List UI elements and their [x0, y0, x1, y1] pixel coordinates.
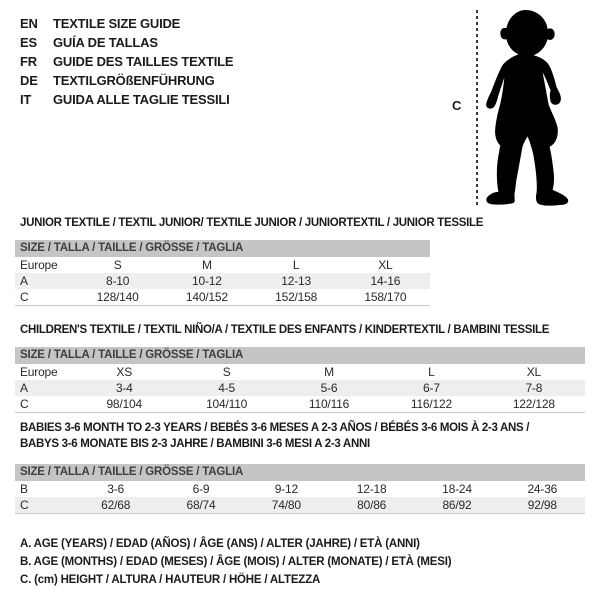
language-code: IT	[20, 92, 32, 107]
height-cell: 86/92	[442, 498, 472, 512]
age-cell: 14-16	[370, 274, 401, 288]
row-label: A	[20, 274, 28, 288]
size-cell: L	[428, 365, 435, 379]
row-label: A	[20, 381, 28, 395]
height-cell: 158/170	[364, 290, 407, 304]
language-row	[20, 52, 233, 71]
height-cell: 110/116	[308, 397, 350, 411]
table-row	[15, 289, 430, 306]
height-dashed-line	[476, 10, 478, 206]
language-title-list	[20, 14, 233, 109]
height-cell: 74/80	[271, 498, 301, 512]
age-cell: 12-18	[356, 482, 387, 496]
language-code: EN	[20, 16, 38, 31]
language-label: GUÍA DE TALLAS	[53, 35, 158, 50]
age-cell: 24-36	[527, 482, 558, 496]
language-label: TEXTILE SIZE GUIDE	[53, 16, 181, 31]
language-code: ES	[20, 35, 37, 50]
age-cell: 6-7	[423, 381, 440, 395]
footnote-height-cm: C. (cm) HEIGHT / ALTURA / HAUTEUR / HÖHE / ALTEZZA	[20, 574, 321, 586]
size-cell: S	[222, 365, 231, 379]
language-code: DE	[20, 73, 38, 88]
row-label: C	[20, 290, 29, 304]
junior-size-table	[15, 240, 430, 306]
height-cell: 140/152	[185, 290, 228, 304]
babies-size-table	[15, 464, 585, 514]
table-row	[15, 497, 585, 514]
height-cell: 92/98	[527, 498, 557, 512]
age-cell: 5-6	[320, 381, 338, 395]
height-cell: 152/158	[275, 290, 318, 304]
babies-title-line1: BABIES 3-6 MONTH TO 2-3 YEARS / BEBÉS 3-6 MESES A 2-3 AÑOS / BÉBÉS 3-6 MOIS À 2-3 ANS /	[20, 422, 530, 434]
age-cell: 4-5	[218, 381, 235, 395]
table-row	[15, 380, 585, 396]
size-cell: M	[324, 365, 334, 379]
size-cell: M	[201, 258, 212, 272]
language-label: GUIDE DES TAILLES TEXTILE	[53, 54, 234, 69]
junior-table-title: JUNIOR TEXTILE / TEXTIL JUNIOR/ TEXTILE JUNIOR / JUNIORTEXTIL / JUNIOR TESSILE	[20, 217, 484, 229]
children-table-title: CHILDREN'S TEXTILE / TEXTIL NIÑO/A / TEXTILE DES ENFANTS / KINDERTEXTIL / BAMBINI TESSILE	[20, 324, 550, 336]
legend-footnotes	[20, 535, 451, 589]
table-row	[15, 273, 430, 289]
age-cell: 6-9	[192, 482, 210, 496]
age-cell: 10-12	[192, 274, 222, 288]
row-label: Europe	[20, 365, 58, 379]
age-cell: 8-10	[106, 274, 130, 288]
size-header-bar: SIZE / TALLA / TAILLE / GRÖSSE / TAGLIA	[15, 240, 430, 257]
age-cell: 7-8	[525, 381, 543, 395]
age-cell: 9-12	[274, 482, 298, 496]
size-header-bar: SIZE / TALLA / TAILLE / GRÖSSE / TAGLIA	[15, 464, 585, 481]
children-size-table	[15, 347, 585, 413]
size-cell: S	[113, 258, 122, 272]
babies-title-line2: BABYS 3-6 MONATE BIS 2-3 JAHRE / BAMBINI 3-6 MESI A 2-3 ANNI	[20, 438, 370, 450]
height-cell: 128/140	[96, 290, 139, 304]
age-cell: 12-13	[281, 274, 311, 288]
height-cell: 104/110	[206, 397, 248, 411]
height-cell: 62/68	[101, 498, 131, 512]
table-row	[15, 364, 585, 380]
age-cell: 3-4	[115, 381, 133, 395]
language-label: GUIDA ALLE TAGLIE TESSILI	[53, 92, 230, 107]
height-c-label: C	[452, 98, 462, 113]
height-cell: 98/104	[106, 397, 142, 411]
babies-table-title	[20, 420, 529, 452]
row-label: C	[20, 498, 29, 512]
size-cell: XL	[378, 258, 393, 272]
language-label: TEXTILGRÖßENFÜHRUNG	[53, 73, 215, 88]
size-cell: L	[292, 258, 300, 272]
language-code: FR	[20, 54, 37, 69]
row-label: B	[20, 482, 28, 496]
table-row	[15, 481, 585, 497]
size-cell: XL	[526, 365, 541, 379]
language-row	[20, 14, 233, 33]
table-row	[15, 257, 430, 273]
height-cell: 116/122	[410, 397, 452, 411]
height-cell: 122/128	[512, 397, 555, 411]
size-header-bar: SIZE / TALLA / TAILLE / GRÖSSE / TAGLIA	[15, 347, 585, 364]
footnote-age-years: A. AGE (YEARS) / EDAD (AÑOS) / ÂGE (ANS) / ALTER (JAHRE) / ETÀ (ANNI)	[20, 538, 420, 550]
baby-silhouette-icon	[480, 7, 576, 208]
footnote-age-months: B. AGE (MONTHS) / EDAD (MESES) / ÂGE (MOIS) / ALTER (MONATE) / ETÀ (MESI)	[20, 556, 452, 568]
baby-height-figure	[440, 0, 600, 215]
language-row	[20, 33, 233, 52]
language-row	[20, 90, 233, 109]
table-row	[15, 396, 585, 413]
age-cell: 18-24	[442, 482, 472, 496]
language-row	[20, 71, 233, 90]
height-cell: 68/74	[186, 498, 216, 512]
size-cell: XS	[116, 365, 132, 379]
row-label: Europe	[20, 258, 58, 272]
age-cell: 3-6	[107, 482, 125, 496]
row-label: C	[20, 397, 29, 411]
height-cell: 80/86	[357, 498, 387, 512]
